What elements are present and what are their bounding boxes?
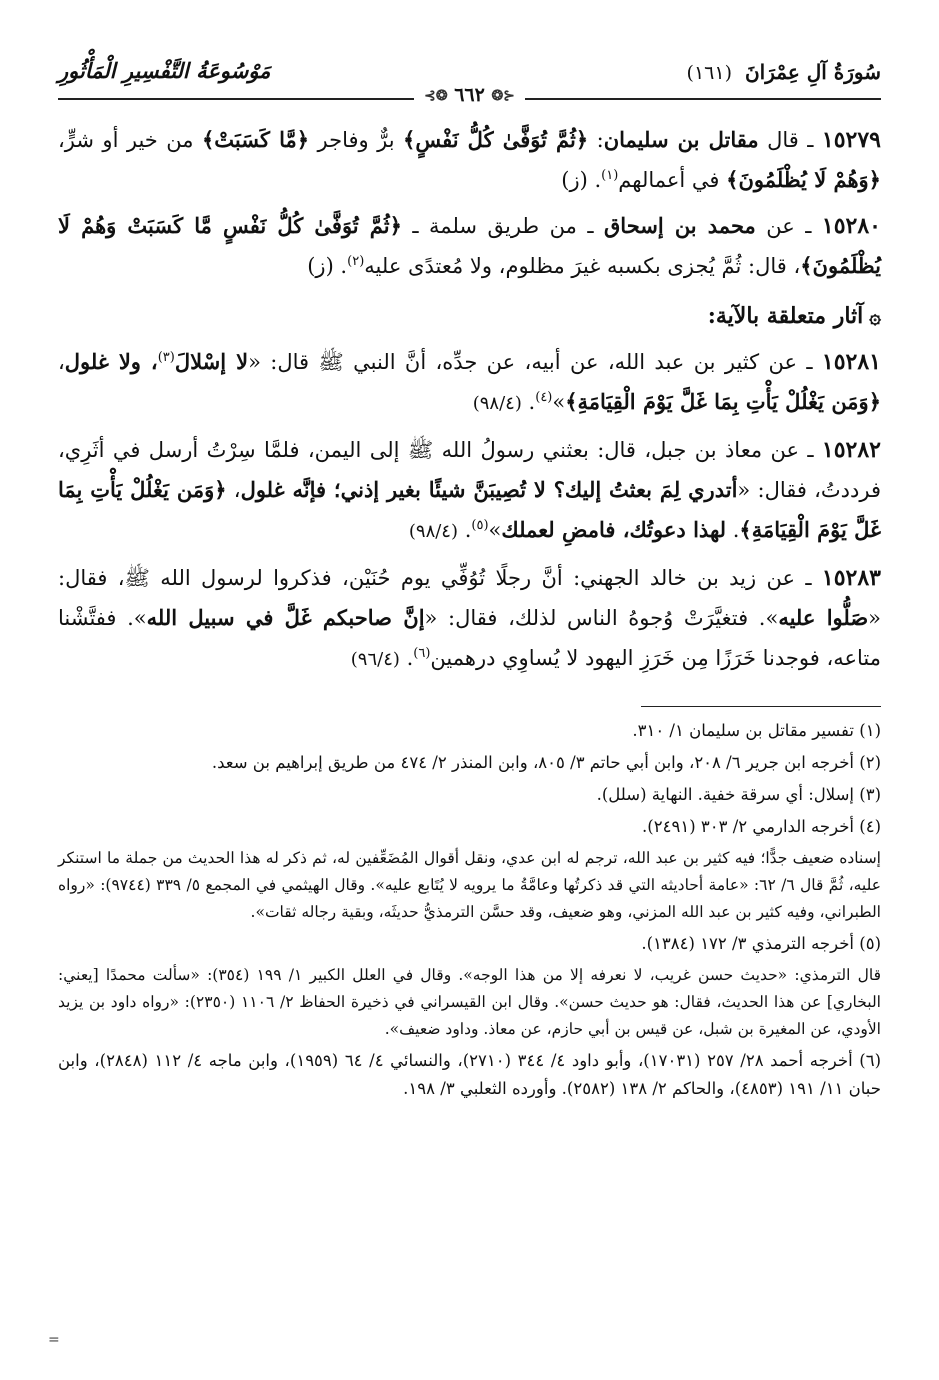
quran-quote: ﴿مَّا كَسَبَتْ﴾ [201, 127, 310, 152]
running-header [58, 54, 881, 106]
footnote-marker: (٥) [471, 518, 489, 533]
entry-paragraph [58, 206, 881, 286]
tafsir-entries [58, 120, 881, 286]
entry-text: : [588, 128, 604, 152]
entry-text: ». ففتَّشْنا متاعه، فوجدنا خَرَزًا مِن خَرَزِ اليهود لا يُساوِي درهمين [58, 606, 881, 670]
bold-text: لا إسْلالَ [174, 349, 249, 374]
bold-text: أتدري لِمَ بعثتُ إليك؟ لا تُصِيبَنَّ شيئًا بغير إذني؛ فإنَّه غلول [240, 477, 738, 502]
footnote-commentary: قال الترمذي: «حديث حسن غريب، لا نعرفه إلا من هذا الوجه». وقال في العلل الكبير ١/ ١٩٩ (٣٥٤): «سألت محمدًا [يعني: البخاري] عن هذا الحديث، فقال: هو حديث حسن». وقال ابن القيسراني في ذخيرة الحفاظ ٢/ ١١٠٦ (٢٣٥٠): «رواه داود بن يزيد الأودي، عن المغيرة بن شبل، عن قيس بن أبي حازم، عن معاذ. وداود ضعيف». [58, 966, 881, 1038]
quran-quote: ﴿وَهُمْ لَا يُظْلَمُونَ﴾ [726, 167, 881, 192]
main-text [58, 120, 881, 680]
page-number: ٦٦٢ [454, 84, 485, 106]
bold-text: لهذا دعوتُك، فامضِ لعملك [501, 517, 727, 542]
footnote: (١) تفسير مقاتل بن سليمان ١/ ٣١٠. [632, 721, 881, 740]
footnote: (٢) أخرجه ابن جرير ٦/ ٢٠٨، وابن أبي حاتم ٣/ ٨٠٥، وابن المنذر ٢/ ٤٧٤ من طريق إبراهيم بن سعد. [211, 753, 881, 772]
entry-text: . [458, 518, 472, 542]
star-icon: ۞ [869, 304, 881, 328]
sura-title: سُورَةُ آلِ عِمْرَانَ [744, 60, 881, 84]
footnote: (٦) أخرجه أحمد ٢٨/ ٢٥٧ (١٧٠٣١)، وأبو داود ٤/ ٣٤٤ (٢٧١٠)، والنسائي ٤/ ٦٤ (١٩٥٩)، وابن ماجه ٤/ ١١٢ (٢٨٤٨)، وابن حبان ١١/ ١٩١ (٤٨٥٣)، والحاكم ٢/ ١٣٨ (٢٥٨٢). وأورده الثعلبي ٣/ ١٩٨. [58, 1051, 881, 1098]
entry-paragraph [58, 558, 881, 680]
entry-text: ـ عن معاذ بن جبل، قال: بعثني رسولُ الله ﷺ إلى اليمن، فلمَّا سِرْتُ أرسل في أثَرِي، فرددتُ، فقال: « [58, 438, 882, 502]
entry-text: » [488, 518, 502, 542]
ornament-icon: ❂⊱ [424, 88, 448, 104]
athar-entries [58, 342, 881, 680]
section-heading [58, 296, 881, 336]
entry-text: من خير أو شرٍّ، [58, 128, 202, 152]
entry-text: ـ عن كثير بن عبد الله، عن أبيه، عن جدِّه، أنَّ النبي ﷺ قال: « [248, 350, 822, 374]
entry-text: ـ قال [758, 128, 822, 152]
entry-paragraph [58, 430, 881, 552]
page [58, 54, 881, 1350]
entry-text: ـ من طريق سلمة ـ [401, 214, 605, 238]
volume-reference: (٩٨/٤) [408, 521, 459, 542]
volume-reference: (٩٨/٤) [472, 393, 522, 414]
sura-verse: (١٦١) [686, 62, 733, 84]
book-title: مَوْسُوعَةُ التَّفْسِيرِ الْمَأْثُورِ [58, 58, 271, 83]
footnote-marker: (١) [601, 168, 619, 183]
footnote-separator [641, 706, 881, 707]
bold-text: ، ولا غلول [64, 349, 158, 374]
entry-text: . (ز) [561, 168, 602, 192]
entry-number: ١٥٢٨٣ [821, 565, 881, 591]
entry-text: . (ز) [307, 254, 348, 278]
footnote-marker: (٦) [413, 646, 431, 661]
footnote-marker: (٣) [157, 350, 175, 365]
entry-text: في أعمالهم [618, 168, 727, 192]
entry-text: . [521, 390, 536, 414]
page-number-box [414, 84, 525, 106]
entry-text: . [399, 646, 414, 670]
bold-text: مقاتل بن سليمان [603, 127, 759, 152]
entry-number: ١٥٢٨١ [821, 349, 881, 375]
entry-text: . [726, 518, 740, 542]
footnote: (٣) إسلال: أي سرقة خفية. النهاية (سلل). [596, 785, 881, 804]
sura-header [687, 60, 881, 84]
side-mark: = [48, 1332, 60, 1348]
entry-number: ١٥٢٧٩ [821, 127, 881, 153]
entry-number: ١٥٢٨٢ [821, 437, 881, 463]
footnote-commentary: إسناده ضعيف جدًّا؛ فيه كثير بن عبد الله، ترجم له ابن عدي، ونقل أقوال المُضَعِّفين له، ثم ذكر له هذا الحديث من جملة ما استنكر عليه، ثُمَّ قال ٦/ ٦٢: «عامة أحاديثه التي قد ذكرتُها وعامَّةُ ما يرويه لا يُتَابع عليه». وقال الهيثمي في المجمع ٥/ ٣٣٩ (٩٧٤٤): «رواه الطبراني، وفيه كثير بن عبد الله المزني، وهو ضعيف، وقد حسَّن الترمذيُّ حديثَه، وبقية رجاله ثقات». [58, 849, 881, 921]
page-number-wrap [58, 84, 881, 110]
footnotes [58, 717, 881, 1103]
entry-text: ـ عن زيد بن خالد الجهني: أنَّ رجلًا تُوُفِّي يوم حُنَيْن، فذكروا لرسول الله ﷺ، فقال: « [58, 566, 882, 630]
ornament-icon: ⊰❂ [491, 88, 515, 104]
bold-text: صَلُّوا عليه [778, 605, 869, 630]
footnote: (٥) أخرجه الترمذي ٣/ ١٧٢ (١٣٨٤). [641, 934, 881, 953]
entry-text: ، [58, 350, 65, 374]
bold-text: محمد بن إسحاق [604, 213, 756, 238]
entry-number: ١٥٢٨٠ [821, 213, 881, 239]
quran-quote: ﴿ثُمَّ تُوَفَّىٰ كُلُّ نَفْسٍ﴾ [403, 127, 589, 152]
entry-text: ـ عن [755, 214, 822, 238]
entry-text: برٌّ وفاجر [309, 128, 404, 152]
entry-text: » [552, 390, 566, 414]
footnote-marker: (٢) [347, 254, 365, 269]
entry-paragraph [58, 342, 881, 424]
bold-text: إنَّ صاحبكم غَلَّ في سبيل الله [146, 605, 425, 630]
entry-text: ، [226, 478, 241, 502]
quran-quote: ﴿ثُمَّ تُوَفَّىٰ كُلُّ نَفْسٍ مَّا كَسَبَتْ وَهُمْ لَا يُظْلَمُونَ﴾ [58, 213, 881, 278]
entry-text: ». فتغيَّرَتْ وُجوهُ الناس لذلك، فقال: « [424, 606, 779, 630]
quran-quote: ﴿وَمَن يَغْلُلْ يَأْتِ بِمَا غَلَّ يَوْمَ الْقِيَامَةِ﴾ [565, 389, 881, 414]
entry-paragraph [58, 120, 881, 200]
footnote: (٤) أخرجه الدارمي ٢/ ٣٠٣ (٢٤٩١). [642, 817, 881, 836]
footnote-marker: (٤) [535, 390, 553, 405]
volume-reference: (٩٦/٤) [350, 649, 400, 670]
quran-quote: ﴿وَمَن يَغْلُلْ يَأْتِ بِمَا غَلَّ يَوْمَ الْقِيَامَةِ﴾ [58, 477, 881, 542]
section-title: آثار متعلقة بالآية: [707, 303, 864, 329]
entry-text: ، قال: ثُمَّ يُجزى بكسبه غيرَ مظلوم، ولا مُعتدًى عليه [364, 254, 801, 278]
